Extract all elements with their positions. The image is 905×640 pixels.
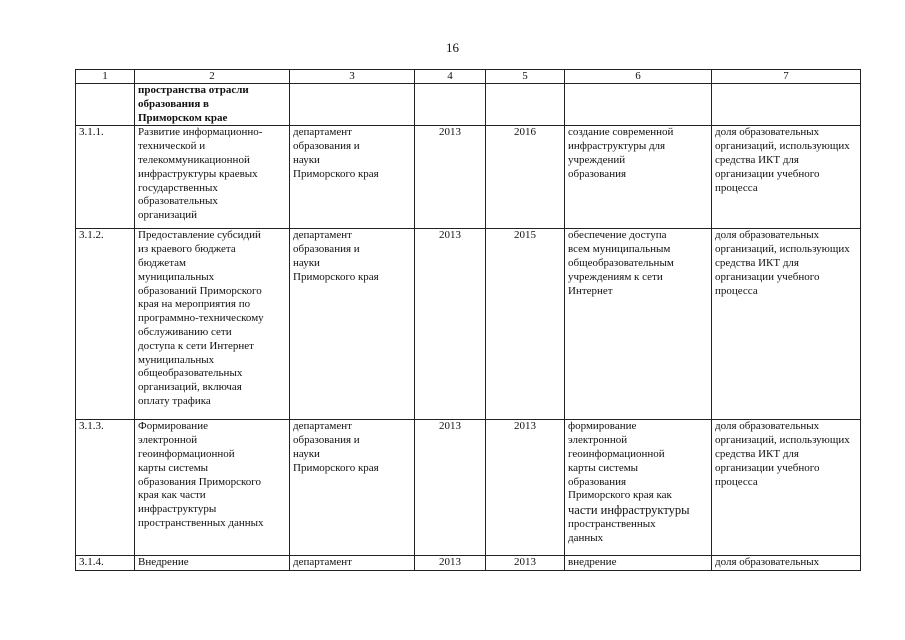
indicator-cell: доля образовательных: [712, 556, 861, 571]
result-cell: обеспечение доступа всем муниципальным общеобразовательным учреждениям к сети Интернет: [565, 229, 712, 420]
end-year: 2013: [486, 420, 565, 556]
empty-cell: [565, 84, 712, 126]
row-number: 3.1.1.: [76, 126, 135, 229]
header-cell: 6: [565, 70, 712, 84]
program-table: [75, 69, 861, 571]
executor-cell: департамент: [290, 556, 415, 571]
executor-cell: департамент образования и науки Приморского края: [290, 229, 415, 420]
page-number: 16: [446, 40, 459, 55]
start-year: 2013: [415, 556, 486, 571]
empty-cell: [712, 84, 861, 126]
result-cell: формирование электронной геоинформационной карты системы образования Приморского края как части инфраструктуры пространственных данных: [565, 420, 712, 556]
empty-cell: [76, 84, 135, 126]
table-row: [76, 126, 861, 229]
activity-cell: Предоставление субсидий из краевого бюджета бюджетам муниципальных образований Приморского края на мероприятия по программно-техническому обслуживанию сети доступа к сети Интернет муниципальных общеобразовательных организаций, включая оплату трафика: [135, 229, 290, 420]
table-row: [76, 229, 861, 420]
result-cell: внедрение: [565, 556, 712, 571]
start-year: 2013: [415, 126, 486, 229]
table-row: [76, 556, 861, 571]
end-year: 2016: [486, 126, 565, 229]
start-year: 2013: [415, 420, 486, 556]
empty-cell: [415, 84, 486, 126]
activity-cell: Формирование электронной геоинформационной карты системы образования Приморского края как части инфраструктуры пространственных данных: [135, 420, 290, 556]
header-cell: 5: [486, 70, 565, 84]
executor-cell: департамент образования и науки Приморского края: [290, 126, 415, 229]
section-title: пространства отрасли образования в Приморском крае: [135, 84, 290, 126]
header-cell: 7: [712, 70, 861, 84]
header-row: [76, 70, 861, 84]
indicator-cell: доля образовательных организаций, использующих средства ИКТ для организации учебного процесса: [712, 420, 861, 556]
row-number: 3.1.4.: [76, 556, 135, 571]
empty-cell: [290, 84, 415, 126]
result-cell: создание современной инфраструктуры для учреждений образования: [565, 126, 712, 229]
continuation-row: [76, 84, 861, 126]
indicator-cell: доля образовательных организаций, использующих средства ИКТ для организации учебного процесса: [712, 126, 861, 229]
header-cell: 1: [76, 70, 135, 84]
end-year: 2013: [486, 556, 565, 571]
activity-cell: Внедрение: [135, 556, 290, 571]
executor-cell: департамент образования и науки Приморского края: [290, 420, 415, 556]
empty-cell: [486, 84, 565, 126]
header-cell: 3: [290, 70, 415, 84]
indicator-cell: доля образовательных организаций, использующих средства ИКТ для организации учебного процесса: [712, 229, 861, 420]
row-number: 3.1.2.: [76, 229, 135, 420]
start-year: 2013: [415, 229, 486, 420]
header-cell: 4: [415, 70, 486, 84]
header-cell: 2: [135, 70, 290, 84]
row-number: 3.1.3.: [76, 420, 135, 556]
table-row: [76, 420, 861, 556]
end-year: 2015: [486, 229, 565, 420]
activity-cell: Развитие информационно- технической и телекоммуникационной инфраструктуры краевых государственных образовательных организаций: [135, 126, 290, 229]
